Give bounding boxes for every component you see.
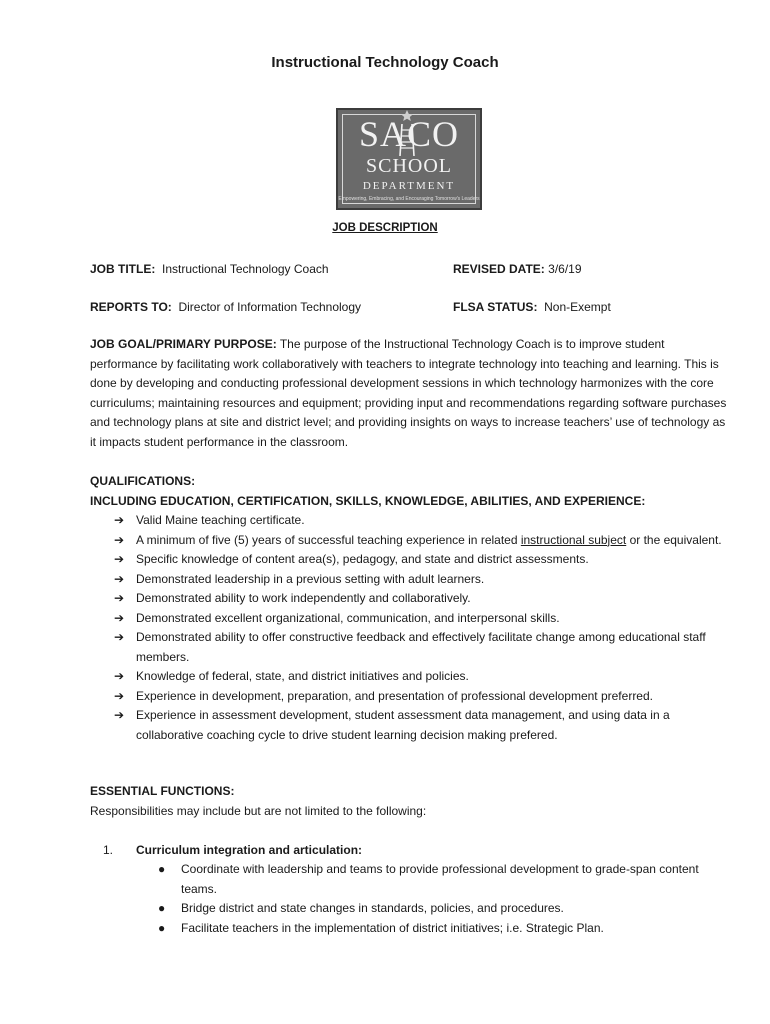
bullet-dot-icon: ●	[158, 920, 166, 935]
arrow-bullet-icon: ➔	[113, 688, 125, 703]
bullet-dot-icon: ●	[158, 862, 166, 876]
logo-text-saco: SACO	[358, 114, 460, 154]
list-item: ➔ Demonstrated excellent organizational, communication, and interpersonal skills.	[90, 609, 730, 629]
job-description-heading: JOB DESCRIPTION	[332, 222, 438, 234]
item-title: Curriculum integration and articulation:	[136, 842, 363, 857]
saco-school-logo	[336, 108, 482, 210]
reports-to-value: Director of Information Technology	[178, 300, 362, 314]
flsa-status-value: Non-Exempt	[544, 300, 611, 314]
arrow-bullet-icon: ➔	[113, 532, 125, 547]
numbered-item-1	[90, 841, 730, 861]
reports-to-label: REPORTS TO:	[90, 300, 172, 314]
reports-to-field	[90, 299, 361, 315]
list-item: ➔ Demonstrated leadership in a previous setting with adult learners.	[90, 570, 730, 590]
qualifications-list	[90, 511, 730, 745]
list-item: ➔ Specific knowledge of content area(s), pedagogy, and state and district assessments.	[90, 550, 730, 570]
spacer	[90, 821, 730, 841]
essential-functions-heading: ESSENTIAL FUNCTIONS:	[90, 784, 235, 798]
essential-functions-intro: Responsibilities may include but are not limited to the following:	[90, 803, 427, 818]
qualifications-heading: QUALIFICATIONS:	[90, 474, 196, 488]
arrow-bullet-icon: ➔	[113, 571, 125, 586]
job-title-field	[90, 261, 329, 277]
revised-date-value: 3/6/19	[548, 262, 582, 276]
revised-date-label: REVISED DATE:	[453, 262, 545, 276]
list-item: ➔ A minimum of five (5) years of successful teaching experience in related instructional subject or the equivalent.	[90, 531, 730, 551]
list-item: ● Bridge district and state changes in standards, policies, and procedures.	[90, 899, 730, 919]
arrow-bullet-icon: ➔	[113, 513, 125, 527]
flsa-status-field	[453, 299, 611, 315]
job-goal-text: The purpose of the Instructional Technology Coach is to improve student performance by facilitating work collaboratively with teachers to integrate technology into teaching and learning. This is done by developing and conducting professional development sessions in which technology harmonizes with the core curriculums; maintaining resources and equipment; providing input and recommendations regarding software purchases and technology plans at site and district level; and providing insights on ways to increase teachers’ use of technology as it impacts student performance in the classroom.	[90, 337, 727, 449]
bullet-dot-icon: ●	[158, 901, 166, 915]
list-item: ● Coordinate with leadership and teams to provide professional development to grade-span content teams.	[158, 862, 699, 896]
curriculum-bullets	[90, 860, 730, 938]
list-item: ➔ Experience in assessment development, student assessment data management, and using data in a collaborative coaching cycle to drive student learning decision making prefered.	[113, 708, 670, 742]
job-goal-paragraph	[90, 335, 730, 452]
arrow-bullet-icon: ➔	[113, 552, 125, 566]
job-goal-label: JOB GOAL/PRIMARY PURPOSE:	[90, 337, 277, 351]
list-item: ➔ Knowledge of federal, state, and district initiatives and policies.	[90, 667, 730, 687]
list-item: ➔ Experience in development, preparation, and presentation of professional development preferred.	[90, 687, 730, 707]
essential-functions-section	[90, 782, 730, 938]
arrow-bullet-icon: ➔	[113, 630, 125, 644]
job-title-label: JOB TITLE:	[90, 262, 156, 276]
list-item: ➔ Valid Maine teaching certificate.	[90, 511, 730, 531]
list-item: ➔ Demonstrated ability to work independently and collaboratively.	[90, 589, 730, 609]
arrow-bullet-icon: ➔	[113, 708, 125, 722]
logo-text-school: SCHOOL	[365, 155, 452, 177]
logo-text-department: DEPARTMENT	[362, 180, 456, 192]
logo-tagline: Empowering, Embracing, and Encouraging Tomorrow's Leaders	[338, 196, 480, 202]
document-title: Instructional Technology Coach	[271, 54, 499, 71]
qualifications-subheading: INCLUDING EDUCATION, CERTIFICATION, SKILLS, KNOWLEDGE, ABILITIES, AND EXPERIENCE:	[90, 493, 646, 508]
list-item: ● Facilitate teachers in the implementation of district initiatives; i.e. Strategic Plan.	[90, 919, 730, 939]
arrow-bullet-icon: ➔	[113, 669, 125, 683]
revised-date-field	[453, 261, 582, 277]
qualifications-section	[90, 472, 730, 745]
arrow-bullet-icon: ➔	[113, 610, 125, 625]
job-title-value: Instructional Technology Coach	[162, 262, 329, 276]
item-number: 1.	[103, 842, 114, 857]
list-item: ➔ Demonstrated ability to offer constructive feedback and effectively facilitate change among educational staff members.	[113, 630, 706, 664]
flsa-status-label: FLSA STATUS:	[453, 300, 538, 314]
underlined-text: instructional subject	[520, 532, 627, 547]
arrow-bullet-icon: ➔	[113, 591, 125, 605]
